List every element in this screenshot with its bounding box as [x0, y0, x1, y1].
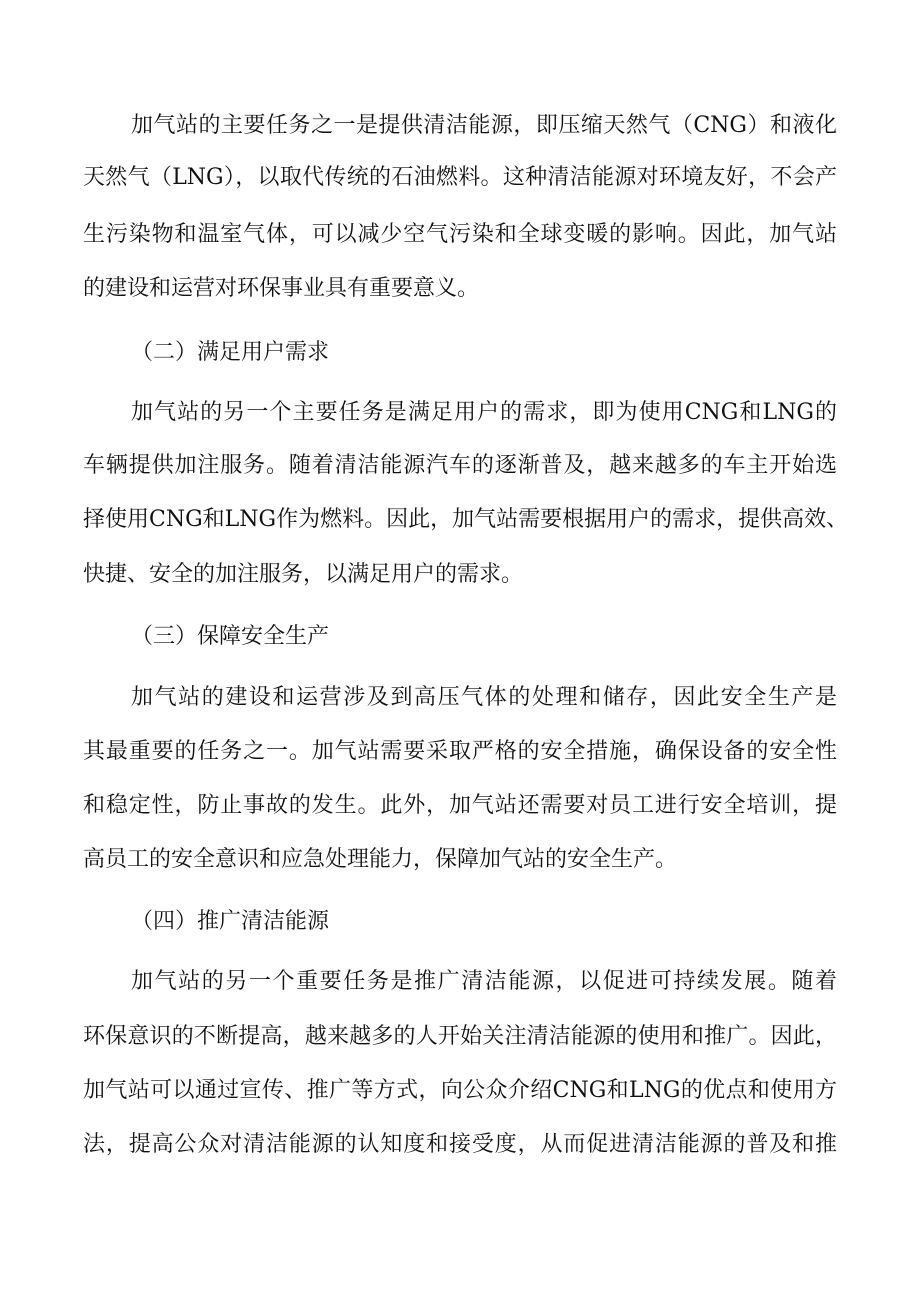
body-line: 高员工的安全意识和应急处理能力，保障加气站的安全生产。 — [83, 847, 678, 872]
body-line: 生污染物和温室气体，可以减少空气污染和全球变暖的影响。因此，加气站 — [83, 222, 837, 247]
body-line: 快捷、安全的加注服务，以满足用户的需求。 — [83, 562, 524, 587]
body-line: 加气站可以通过宣传、推广等方式，向公众介绍CNG和LNG的优点和使用方 — [83, 1078, 837, 1103]
body-line: 车辆提供加注服务。随着清洁能源汽车的逐渐普及，越来越多的车主开始选 — [83, 453, 837, 478]
body-line: 法，提高公众对清洁能源的认知度和接受度，从而促进清洁能源的普及和推 — [83, 1132, 837, 1157]
body-line: 加气站的另一个主要任务是满足用户的需求，即为使用CNG和LNG的 — [131, 400, 837, 425]
section-heading: （三）保障安全生产 — [131, 624, 330, 649]
body-line: 的建设和运营对环保事业具有重要意义。 — [83, 276, 480, 301]
body-line: 加气站的主要任务之一是提供清洁能源，即压缩天然气（CNG）和液化 — [131, 113, 837, 138]
body-line: 择使用CNG和LNG作为燃料。因此，加气站需要根据用户的需求，提供高效、 — [83, 507, 849, 532]
body-line: 环保意识的不断提高，越来越多的人开始关注清洁能源的使用和推广。因此， — [83, 1024, 837, 1049]
body-line: 天然气（LNG），以取代传统的石油燃料。这种清洁能源对环境友好，不会产 — [83, 165, 837, 190]
section-heading: （四）推广清洁能源 — [131, 909, 330, 934]
body-line: 加气站的建设和运营涉及到高压气体的处理和储存，因此安全生产是 — [131, 685, 837, 710]
body-line: 加气站的另一个重要任务是推广清洁能源，以促进可持续发展。随着 — [131, 969, 837, 994]
body-line: 其最重要的任务之一。加气站需要采取严格的安全措施，确保设备的安全性 — [83, 739, 837, 764]
body-line: 和稳定性，防止事故的发生。此外，加气站还需要对员工进行安全培训，提 — [83, 793, 837, 818]
section-heading: （二）满足用户需求 — [131, 340, 330, 365]
